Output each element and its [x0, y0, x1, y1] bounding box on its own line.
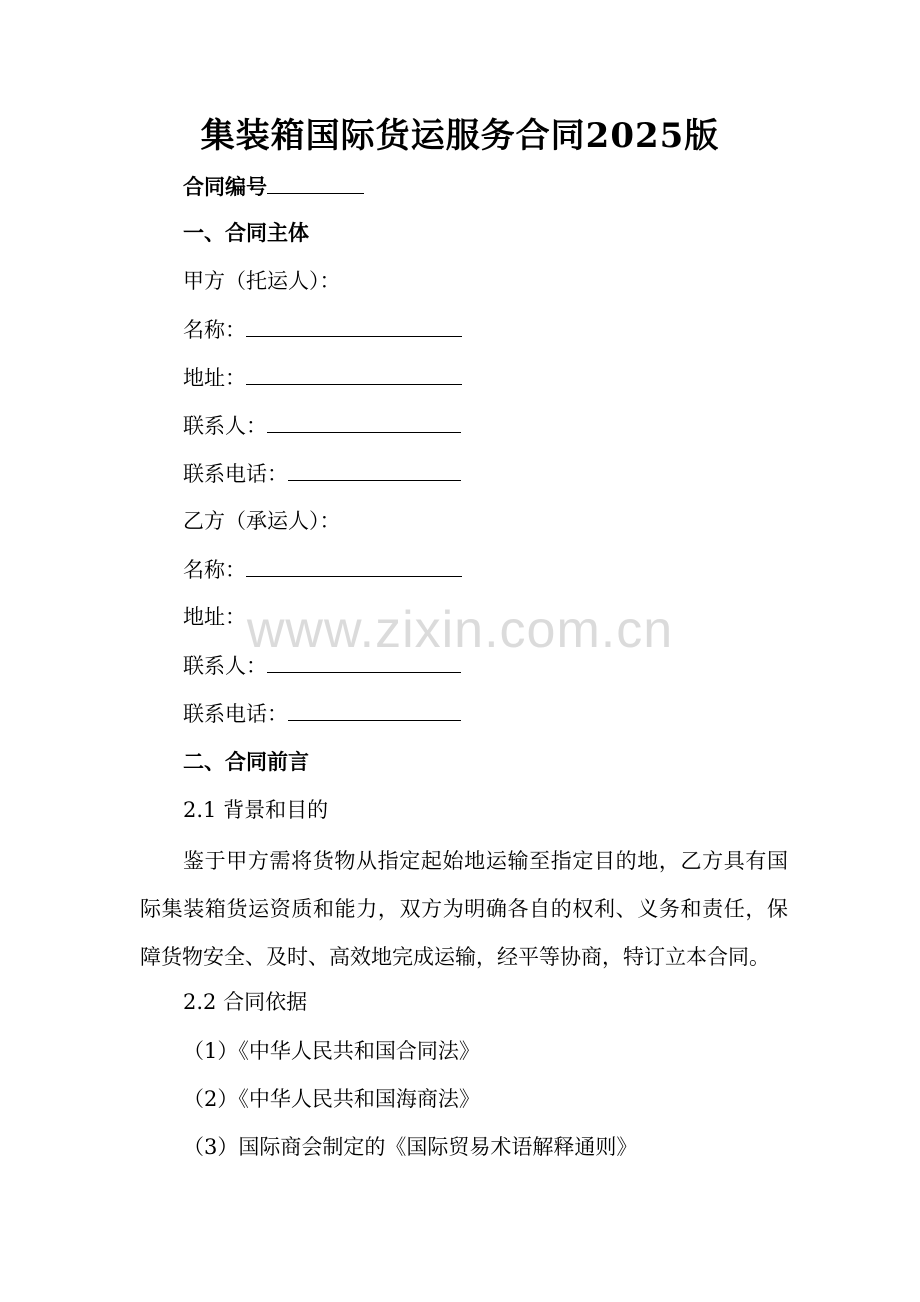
party-a-address-blank[interactable]: [246, 362, 462, 385]
party-b-address-label: 地址：: [183, 605, 246, 629]
party-a-name-line: [183, 314, 462, 345]
party-a-contact-blank[interactable]: [267, 410, 461, 433]
party-b-phone-label: 联系电话：: [183, 702, 288, 726]
party-a-phone-line: [183, 458, 461, 489]
party-b-contact-blank[interactable]: [267, 650, 461, 673]
party-a-name-blank[interactable]: [246, 314, 462, 337]
party-a-contact-label: 联系人：: [183, 414, 267, 438]
background-paragraph: 鉴于甲方需将货物从指定起始地运输至指定目的地，乙方具有国际集装箱货运资质和能力，双方为明确各自的权利、义务和责任，保障货物安全、及时、高效地完成运输，经平等协商，特订立本合同。: [140, 849, 788, 969]
party-b-name-blank[interactable]: [246, 554, 462, 577]
basis-item-1: （1）《中华人民共和国合同法》: [183, 1039, 480, 1063]
party-b-phone-line: [183, 698, 461, 729]
party-a-phone-label: 联系电话：: [183, 462, 288, 486]
section-2-2-heading: 2.2 合同依据: [183, 990, 308, 1014]
party-a-address-line: [183, 362, 462, 393]
party-b-contact-label: 联系人：: [183, 654, 267, 678]
section-2-heading: 二、合同前言: [183, 749, 309, 774]
contract-number-label: 合同编号: [183, 174, 267, 199]
contract-number-blank[interactable]: [267, 171, 364, 194]
party-b-name-line: [183, 554, 462, 585]
section-2-1-heading: 2.1 背景和目的: [183, 798, 329, 822]
party-b-heading: 乙方（承运人）：: [183, 509, 341, 533]
party-b-contact-line: [183, 650, 461, 681]
party-a-name-label: 名称：: [183, 318, 246, 342]
party-a-contact-line: [183, 410, 461, 441]
party-a-phone-blank[interactable]: [288, 458, 461, 481]
party-b-phone-blank[interactable]: [288, 698, 461, 721]
party-a-heading: 甲方（托运人）：: [183, 269, 341, 293]
section-1-heading: 一、合同主体: [183, 220, 309, 245]
watermark: www.zixin.com.cn: [246, 601, 674, 659]
basis-item-2: （2）《中华人民共和国海商法》: [183, 1087, 480, 1111]
basis-item-3: （3）国际商会制定的《国际贸易术语解释通则》: [183, 1135, 638, 1159]
party-a-address-label: 地址：: [183, 366, 246, 390]
contract-number-line: [183, 171, 364, 202]
party-b-name-label: 名称：: [183, 558, 246, 582]
party-b-address-line: [183, 602, 246, 632]
document-title: 集装箱国际货运服务合同2025版: [200, 116, 720, 156]
